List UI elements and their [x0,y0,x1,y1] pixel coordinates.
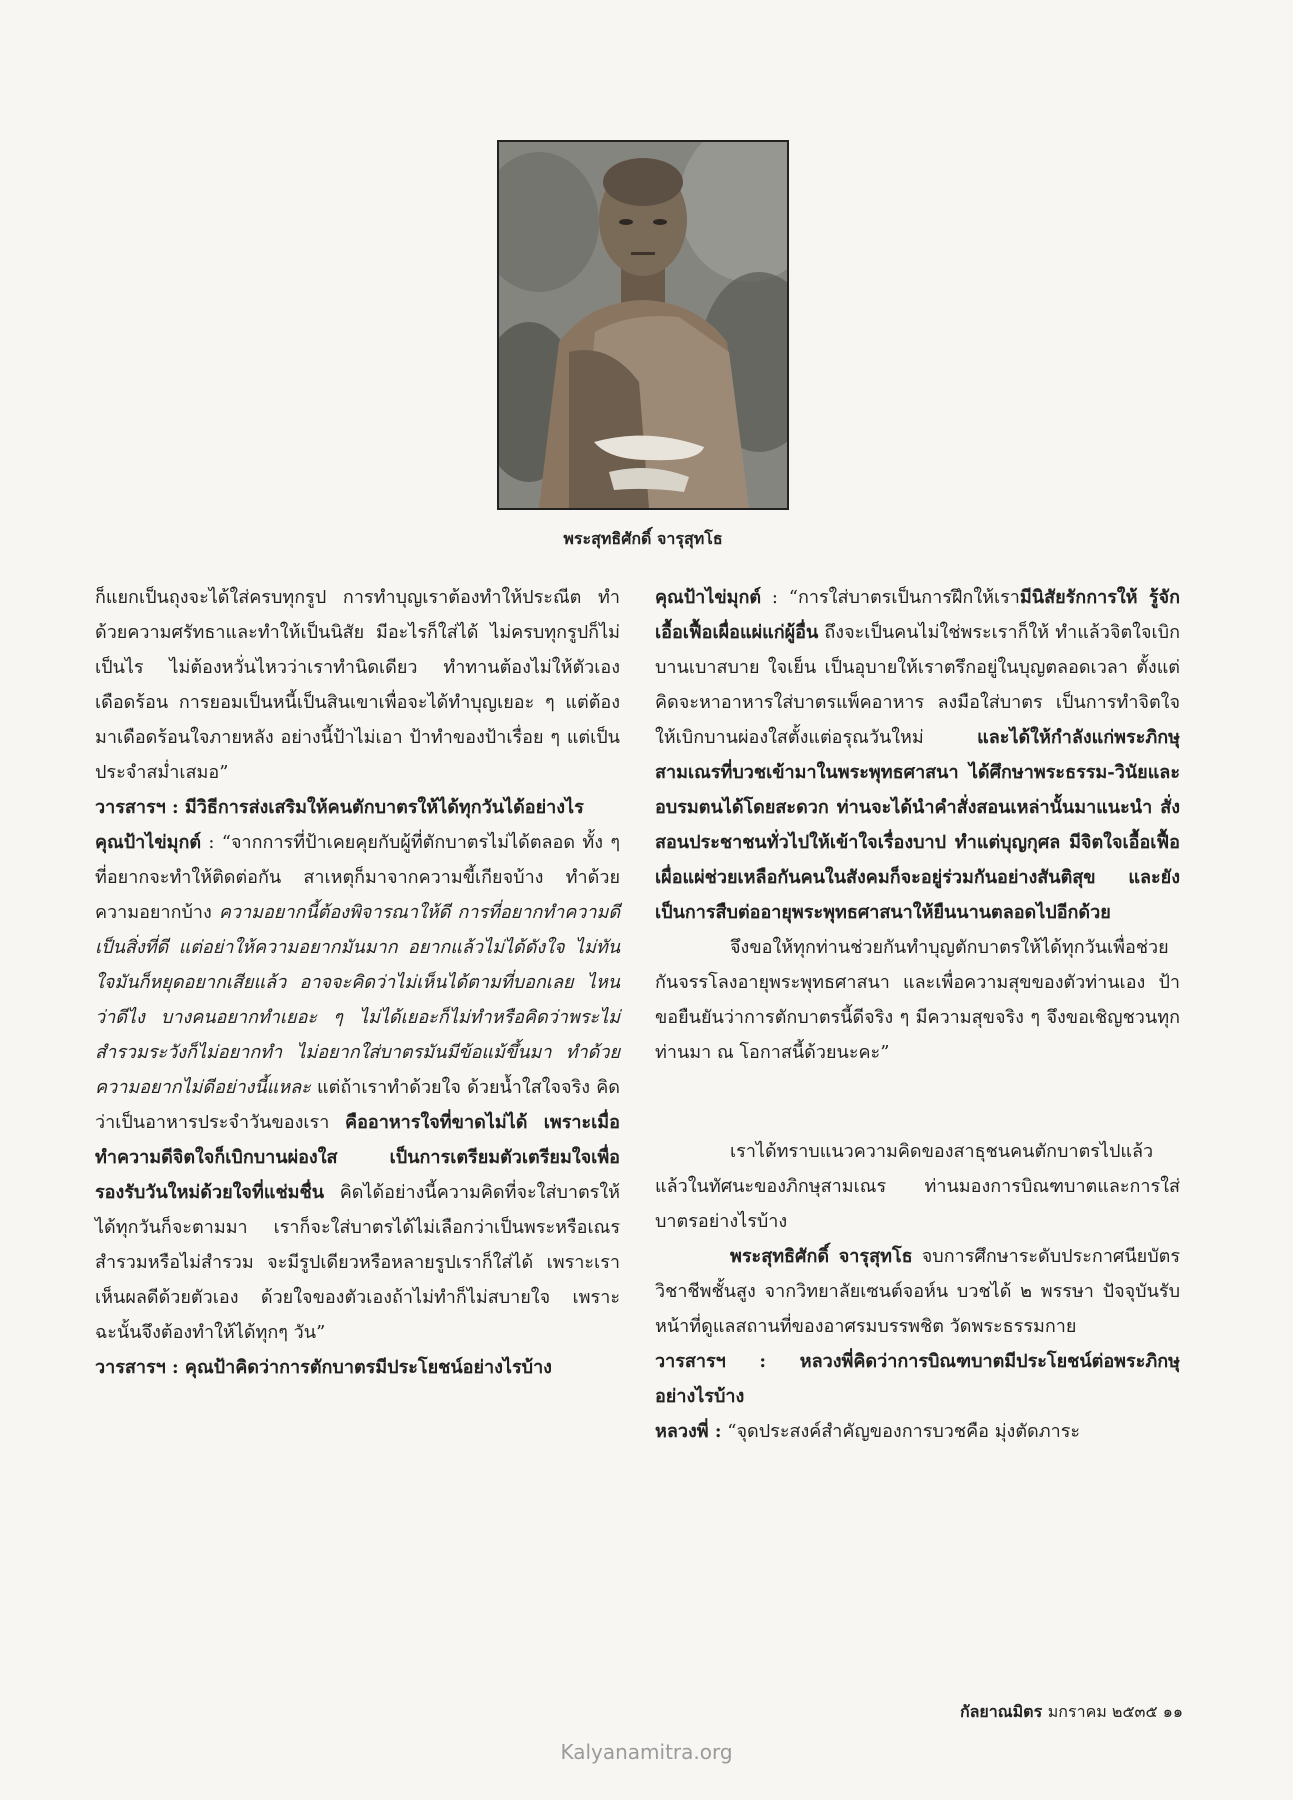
monk-portrait-illustration [499,142,787,508]
bio-text: จบการศึกษาระดับประกาศนียบัตรวิชาชีพชั้นสูง จากวิทยาลัยเซนต์จอห์น บวชได้ ๒ พรรษา ปัจจุบันรับหน้าที่ดูแลสถานที่ของอาศรมบรรพชิต วัดพระธรรมกาย [655,1246,1180,1337]
monk-photo [497,140,789,510]
interview-answer [655,580,1180,930]
issue-and-page: มกราคม ๒๕๓๕ ๑๑ [1047,1702,1183,1721]
answer-bold-text: มีนิสัยรักการให้ รู้จักเอื้อเฟื้อเผื่อแผ่แก่ผู้อื่น [655,587,1180,643]
answer-text: “จุดประสงค์สำคัญของการบวชคือ มุ่งตัดภาระ [721,1421,1081,1442]
interview-question: วารสารฯ : มีวิธีการส่งเสริมให้คนตักบาตรให้ได้ทุกวันได้อย่างไร [95,797,584,818]
interview-question: วารสารฯ : หลวงพี่คิดว่าการบิณฑบาตมีประโยชน์ต่อพระภิกษุอย่างไรบ้าง [655,1351,1180,1407]
speaker-name: คุณป้าไข่มุกต์ [655,587,762,608]
photo-caption: พระสุทธิศักดิ์ จารุสุทโธ [563,529,723,548]
paragraph: ก็แยกเป็นถุงจะได้ใส่ครบทุกรูป การทำบุญเราต้องทำให้ประณีต ทำด้วยความศรัทธาและทำให้เป็นนิสัย มีอะไรก็ใส่ได้ ไม่ครบทุกรูปก็ไม่เป็นไร ไม่ต้องหวั่นไหวว่าเราทำนิดเดียว ทำทานต้องไม่ให้ตัวเองเดือดร้อน การยอมเป็นหนี้เป็นสินเขาเพื่อจะได้ทำบุญเยอะ ๆ แต่ต้องมาเดือดร้อนใจภายหลัง อย่างนี้ป้าไม่เอา ป้าทำของป้าเรื่อย ๆ แต่เป็นประจำสม่ำเสมอ” [95,587,620,783]
answer-text: คิดได้อย่างนี้ความคิดที่จะใส่บาตรให้ได้ทุกวันก็จะตามมา เราก็จะใส่บาตรได้ไม่เลือกว่าเป็นพระหรือเณร สำรวมหรือไม่สำรวม จะมีรูปเดียวหรือหลายรูปเราก็ใส่ได้ เพราะเราเห็นผลดีด้วยตัวเอง ด้วยใจของตัวเองถ้าไม่ทำก็ไม่สบายใจ เพราะฉะนั้นจึงต้องทำให้ได้ทุกๆ วัน” [95,1182,620,1343]
answer-bold-text: คืออาหารใจที่ขาดไม่ได้ เพราะเมื่อทำความดีจิตใจก็เบิกบานผ่องใส เป็นการเตรียมตัวเตรียมใจเพื่อรองรับวันใหม่ด้วยใจที่แช่มชื่น [95,1112,620,1203]
paragraph: จึงขอให้ทุกท่านช่วยกันทำบุญตักบาตรให้ได้ทุกวันเพื่อช่วยกันจรรโลงอายุพระพุทธศาสนา และเพื่อความสุขของตัวท่านเอง ป้าขอยืนยันว่าการตักบาตรนี้ดีจริง ๆ มีความสุขจริง ๆ จึงขอเชิญชวนทุกท่านมา ณ โอกาสนี้ด้วยนะคะ” [655,937,1180,1063]
right-column [655,580,1180,1449]
page-footer [960,1700,1183,1725]
watermark: Kalyanamitra.org [560,1740,733,1764]
paragraph: เราได้ทราบแนวความคิดของสาธุชนคนตักบาตรไปแล้ว แล้วในทัศนะของภิกษุสามเณร ท่านมองการบิณฑบาตและการใส่บาตรอย่างไรบ้าง [655,1141,1180,1232]
answer-italic-text: ความอยากนี้ต้องพิจารณาให้ดี การที่อยากทำความดีเป็นสิ่งที่ดี แต่อย่าให้ความอยากมันมาก อยากแล้วไม่ได้ดังใจ ไม่ทันใจมันก็หยุดอยากเสียแล้ว อาจจะคิดว่าไม่เห็นได้ตามที่บอกเลย ไหนว่าดีไง บางคนอยากทำเยอะ ๆ ไม่ได้เยอะก็ไม่ทำหรือคิดว่าพระไม่สำรวมระวังก็ไม่อยากทำ ไม่อยากใส่บาตรมันมีข้อแม้ขึ้นมา ทำด้วยความอยากไม่ดีอย่างนี้แหละ [95,902,621,1098]
speaker-name: คุณป้าไข่มุกต์ [95,832,202,853]
magazine-name: กัลยาณมิตร [959,1702,1043,1721]
left-column [95,580,620,1385]
interview-answer [95,825,620,1350]
monk-name: พระสุทธิศักดิ์ จารุสุทโธ [730,1246,913,1267]
answer-text: แต่ถ้าเราทำด้วยใจ ด้วยน้ำใสใจจริง คิดว่าเป็นอาหารประจำวันของเรา [95,1077,620,1133]
interview-answer [655,1414,1180,1449]
interview-question: วารสารฯ : คุณป้าคิดว่าการตักบาตรมีประโยชน์อย่างไรบ้าง [95,1357,552,1378]
answer-text: ถึงจะเป็นคนไม่ใช่พระเราก็ให้ ทำแล้วจิตใจเบิกบานเบาสบาย ใจเย็น เป็นอุบายให้เราตรึกอยู่ในบุญตลอดเวลา ตั้งแต่คิดจะหาอาหารใส่บาตรแพ็คอาหาร ลงมือใส่บาตร เป็นการทำจิตใจให้เบิกบานผ่องใสตั้งแต่อรุณวันใหม่ [655,622,1180,748]
monk-bio [655,1239,1180,1344]
section-gap [655,1070,1180,1134]
answer-bold-text: และได้ให้กำลังแก่พระภิกษุสามเณรที่บวชเข้ามาในพระพุทธศาสนา ได้ศึกษาพระธรรม-วินัยและอบรมตนได้โดยสะดวก ท่านจะได้นำคำสั่งสอนเหล่านั้นมาแนะนำ สั่งสอนประชาชนทั่วไปให้เข้าใจเรื่องบาป ทำแต่บุญกุศล มีจิตใจเอื้อเฟื้อเผื่อแผ่ช่วยเหลือกันคนในสังคมก็จะอยู่ร่วมกันอย่างสันติสุข และยังเป็นการสืบต่ออายุพระพุทธศาสนาให้ยืนนานตลอดไปอีกด้วย [655,727,1180,923]
speaker-name: หลวงพี่ : [655,1421,722,1442]
answer-text: : “จากการที่ป้าเคยคุยกับผู้ที่ตักบาตรไม่ได้ตลอด ทั้ง ๆ ที่อยากจะทำให้ติดต่อกัน สาเหตุก็มาจากความขี้เกียจบ้าง ทำด้วยความอยากบ้าง [95,832,620,923]
answer-text: : “การใส่บาตรเป็นการฝึกให้เรา [761,587,1020,608]
